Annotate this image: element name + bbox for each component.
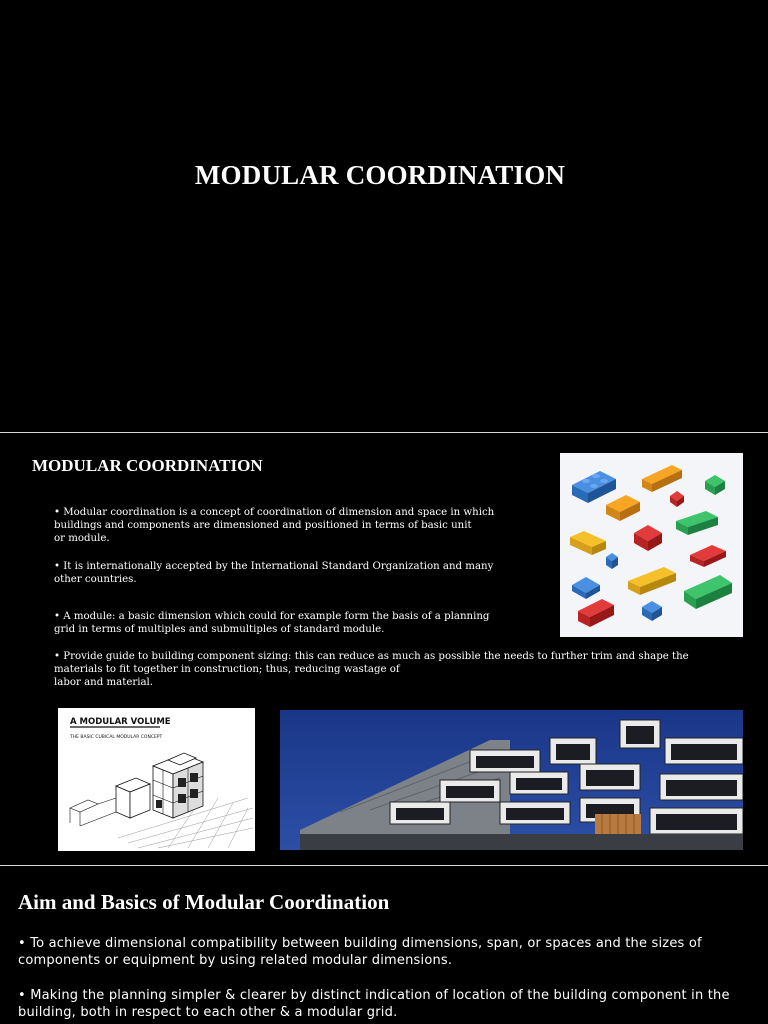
lego-brick-orange-2: [606, 495, 640, 521]
slide-title: MODULAR COORDINATION: [194, 160, 566, 190]
bullet-iso: • It is internationally accepted by the International Standard Organization and many other countries.: [54, 561, 494, 585]
bullet-compatibility: • To achieve dimensional compatibility between building dimensions, span, or spaces and the sizes of components or equipment by using related modular dimensions.: [18, 936, 702, 968]
lego-bricks-image: [560, 453, 743, 637]
bullet-sizing: • Provide guide to building component sizing: this can reduce as much as possible the needs to further trim and shape the materials to fit together in construction; thus, reducing wastage of labor and material.: [54, 651, 689, 688]
lego-brick-blue-2: [572, 577, 600, 599]
lego-brick-blue-3: [642, 601, 662, 621]
lego-brick-green-small: [705, 475, 725, 495]
slide-divider: [0, 432, 768, 433]
lego-brick-green-2: [684, 575, 732, 609]
slide-heading: MODULAR COORDINATION: [32, 456, 263, 475]
lego-brick-blue-small: [606, 553, 618, 569]
title-slide: [0, 0, 768, 432]
lego-brick-blue: [572, 471, 616, 503]
lego-brick-green: [676, 511, 718, 535]
slide-heading: Aim and Basics of Modular Coordination: [18, 890, 390, 914]
sketch-heading: A MODULAR VOLUME: [70, 717, 171, 727]
lego-brick-red-small: [670, 491, 684, 507]
bullet-planning: • Making the planning simpler & clearer by distinct indication of location of the building component in the building, both in respect to each other & a modular grid.: [18, 988, 730, 1020]
modular-building-photo: [280, 710, 743, 850]
lego-brick-red-2: [690, 545, 726, 567]
bullet-module: • A module: a basic dimension which could for example form the basis of a planning grid in terms of multiples and submultiples of standard module.: [54, 611, 490, 635]
lego-brick-yellow: [570, 531, 606, 555]
modular-volume-sketch: [58, 708, 255, 851]
content-slide-aim: [0, 866, 768, 1024]
lego-brick-red: [634, 525, 662, 551]
lego-brick-yellow-2: [628, 567, 676, 595]
sketch-subheading: THE BASIC CUBICAL MODULAR CONCEPT: [70, 735, 163, 740]
lego-brick-orange: [642, 465, 682, 492]
content-slide-definition: [0, 434, 768, 864]
lego-brick-red-3: [578, 599, 614, 627]
bullet-definition: • Modular coordination is a concept of coordination of dimension and space in which buildings and components are dimensioned and positioned in terms of basic unit or module.: [54, 507, 495, 544]
